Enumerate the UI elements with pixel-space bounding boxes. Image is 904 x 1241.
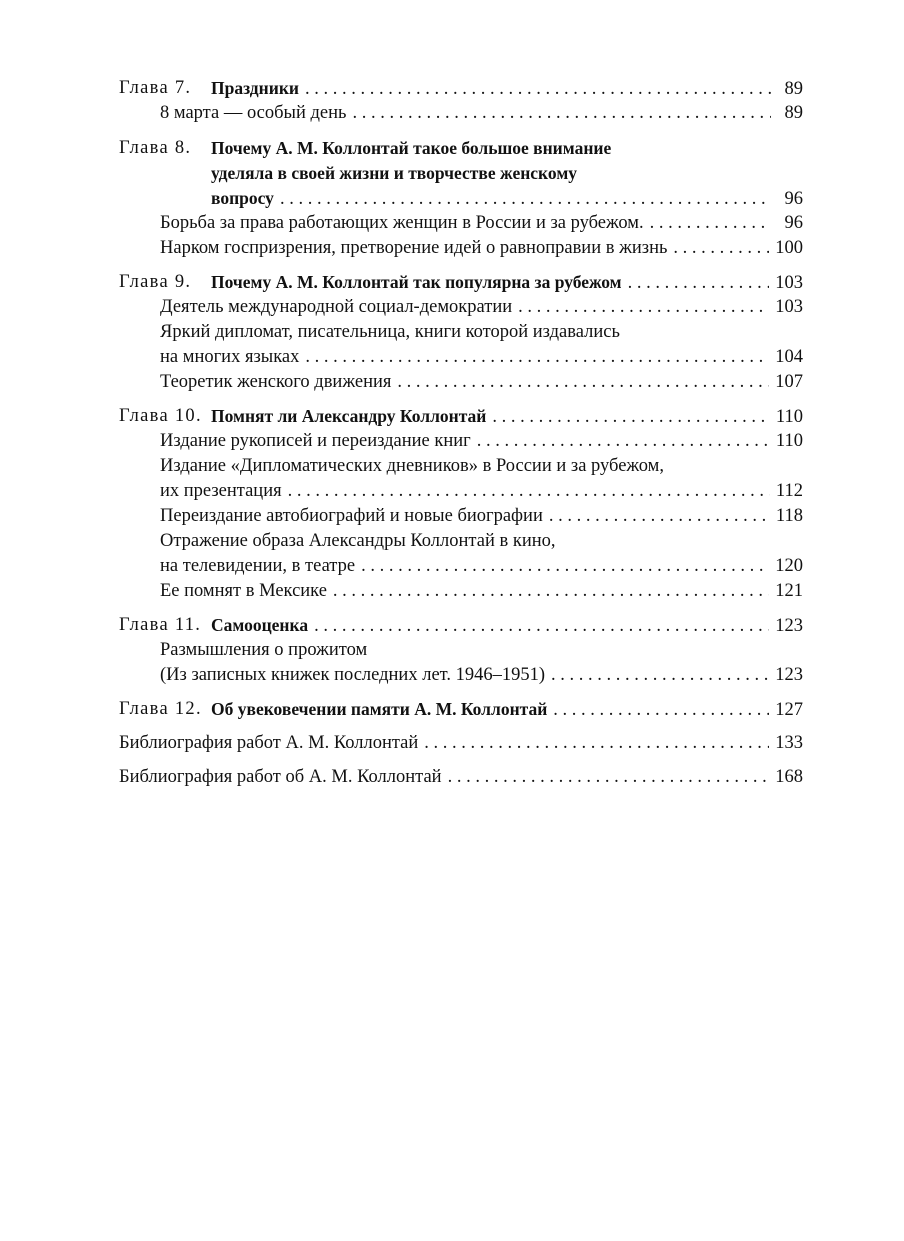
dot-leader — [424, 731, 769, 756]
page-number: 118 — [775, 506, 803, 526]
toc-chapter-8-cont — [119, 186, 803, 211]
dot-leader — [477, 429, 770, 454]
dot-leader — [628, 271, 770, 296]
chapter-title: Праздники — [211, 78, 299, 98]
toc-section — [119, 579, 803, 604]
chapter-title: Самооценка — [211, 615, 309, 635]
page-number: 123 — [775, 616, 803, 636]
toc-section — [119, 454, 803, 479]
page-number: 120 — [775, 556, 803, 576]
dot-leader — [553, 698, 769, 723]
chapter-label: Глава 11. — [119, 615, 202, 635]
section-title: Размышления о прожитом — [160, 640, 368, 660]
dot-leader — [361, 554, 769, 579]
dot-leader — [673, 236, 769, 261]
section-title: на телевидении, в театре — [160, 556, 356, 576]
toc-section — [119, 638, 803, 663]
page-number: 168 — [775, 767, 803, 787]
toc-bibliography-2 — [119, 765, 803, 790]
chapter-title: вопросу — [211, 188, 274, 208]
toc-section-cont — [119, 479, 803, 504]
toc-chapter-7 — [119, 76, 803, 101]
section-title: (Из записных книжек последних лет. 1946–1951) — [160, 665, 546, 685]
toc-chapter-11 — [119, 613, 803, 638]
page-number: 96 — [784, 189, 803, 209]
chapter-label: Глава 9. — [119, 272, 192, 292]
page-number: 127 — [775, 700, 803, 720]
chapter-title: Почему А. М. Коллонтай так популярна за рубежом — [211, 272, 622, 292]
chapter-label: Глава 8. — [119, 138, 192, 158]
dot-leader — [492, 405, 770, 430]
page-number: 89 — [784, 79, 803, 99]
toc-section — [119, 236, 803, 261]
toc-section — [119, 370, 803, 395]
page-number: 112 — [775, 481, 803, 501]
section-title: их презентация — [160, 481, 282, 501]
section-title: Издание «Дипломатических дневников» в России и за рубежом, — [160, 456, 664, 476]
bibliography-title: Библиография работ А. М. Коллонтай — [119, 733, 419, 753]
toc-section — [119, 504, 803, 529]
chapter-title: уделяла в своей жизни и творчестве женскому — [211, 163, 577, 183]
section-title: Теоретик женского движения — [160, 372, 392, 392]
toc-chapter-8 — [119, 136, 803, 161]
dot-leader — [551, 663, 769, 688]
chapter-title: Об увековечении памяти А. М. Коллонтай — [211, 699, 548, 719]
page-number: 121 — [775, 581, 803, 601]
page-number: 133 — [775, 733, 803, 753]
section-title: Отражение образа Александры Коллонтай в кино, — [160, 531, 556, 551]
section-title: Деятель международной социал-демократии — [160, 297, 513, 317]
dot-leader — [650, 211, 771, 236]
section-title: Издание рукописей и переиздание книг — [160, 431, 471, 451]
dot-leader — [314, 614, 769, 639]
page-number: 104 — [775, 347, 803, 367]
page-number: 123 — [775, 665, 803, 685]
dot-leader — [448, 765, 770, 790]
section-title: на многих языках — [160, 347, 300, 367]
chapter-label: Глава 7. — [119, 78, 192, 98]
toc-section-cont — [119, 663, 803, 688]
toc-chapter-8-cont — [119, 161, 803, 186]
dot-leader — [518, 295, 769, 320]
chapter-title: Помнят ли Александру Коллонтай — [211, 406, 487, 426]
section-title: Ее помнят в Мексике — [160, 581, 327, 601]
bibliography-title: Библиография работ об А. М. Коллонтай — [119, 767, 442, 787]
page-number: 96 — [784, 213, 803, 233]
toc-section — [119, 295, 803, 320]
toc-section — [119, 320, 803, 345]
toc-section-cont — [119, 345, 803, 370]
dot-leader — [333, 579, 769, 604]
dot-leader — [305, 77, 771, 102]
toc-bibliography-1 — [119, 731, 803, 756]
dot-leader — [288, 479, 770, 504]
toc-section — [119, 211, 803, 236]
page-number: 103 — [775, 297, 803, 317]
page-number: 89 — [784, 103, 803, 123]
dot-leader — [352, 101, 771, 126]
chapter-label: Глава 10. — [119, 406, 202, 426]
dot-leader — [549, 504, 770, 529]
toc-section — [119, 429, 803, 454]
page-number: 103 — [775, 273, 803, 293]
dot-leader — [305, 345, 769, 370]
toc-section — [119, 529, 803, 554]
page-number: 110 — [775, 431, 803, 451]
table-of-contents — [119, 0, 803, 1241]
dot-leader — [397, 370, 769, 395]
section-title: Переиздание автобиографий и новые биографии — [160, 506, 543, 526]
section-title: Нарком госпризрения, претворение идей о равноправии в жизнь — [160, 238, 668, 258]
section-title: 8 марта — особый день — [160, 103, 347, 123]
section-title: Борьба за права работающих женщин в России и за рубежом. — [160, 213, 644, 233]
chapter-title: Почему А. М. Коллонтай такое большое внимание — [211, 138, 612, 158]
toc-section-cont — [119, 554, 803, 579]
page-number: 100 — [775, 238, 803, 258]
chapter-label: Глава 12. — [119, 699, 202, 719]
page-number: 110 — [775, 407, 803, 427]
toc-chapter-9 — [119, 270, 803, 295]
page-number: 107 — [775, 372, 803, 392]
dot-leader — [280, 187, 771, 212]
toc-chapter-10 — [119, 404, 803, 429]
toc-section — [119, 101, 803, 126]
toc-chapter-12 — [119, 697, 803, 722]
section-title: Яркий дипломат, писательница, книги которой издавались — [160, 322, 620, 342]
